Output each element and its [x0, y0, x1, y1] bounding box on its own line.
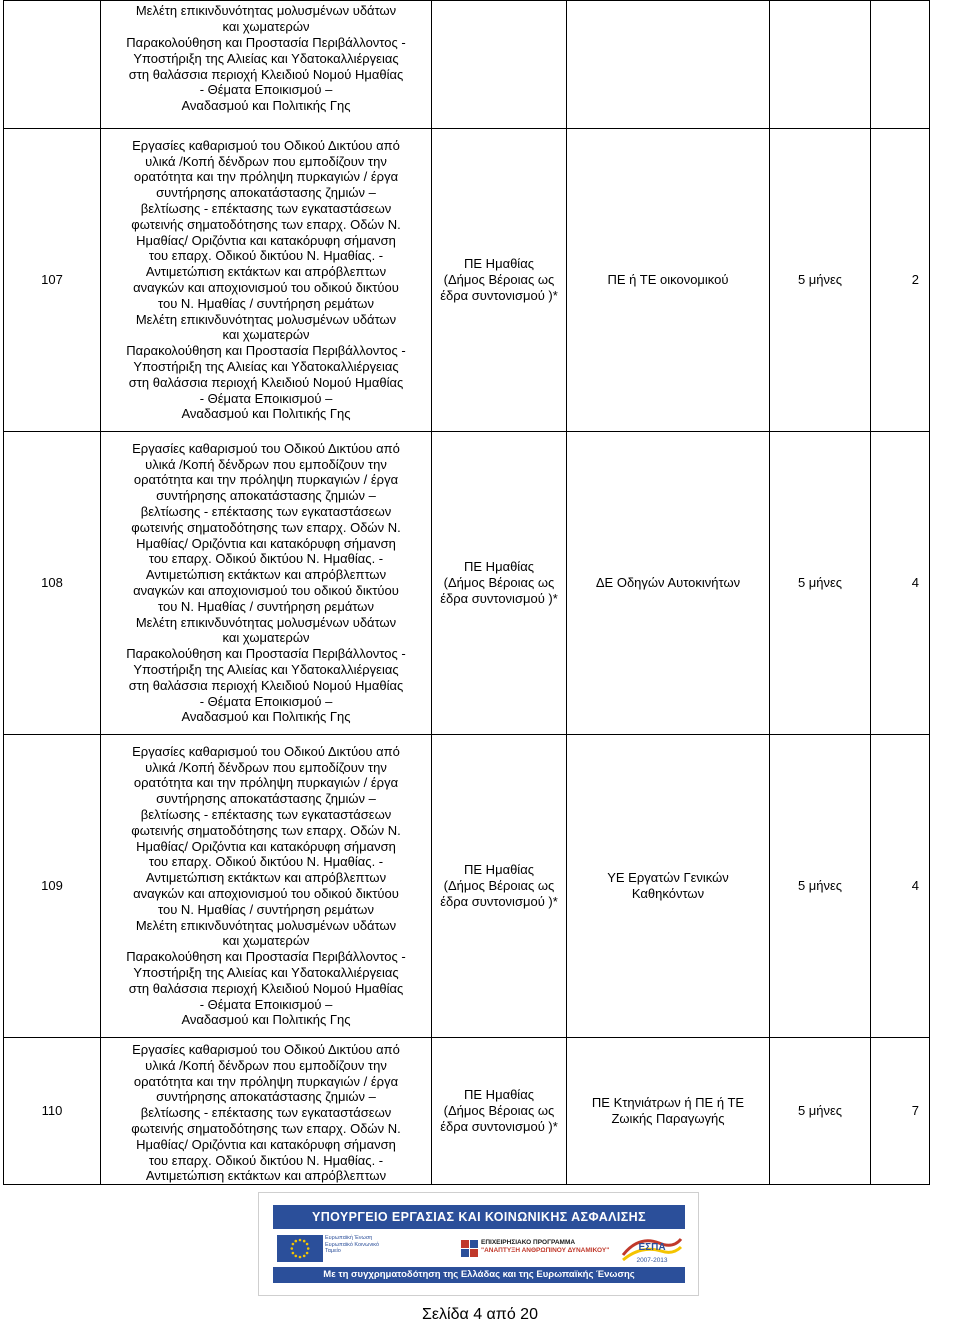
table-row [4, 1, 930, 129]
cell-line: (Δήμος Βέροιας ως [443, 575, 555, 591]
cell-line: του επαρχ. Οδικού δικτύου Ν. Ημαθίας. - [148, 551, 384, 567]
cell-line: βελτίωσης - επέκτασης των εγκαταστάσεων [140, 807, 392, 823]
cell-line: στη θαλάσσια περιοχή Κλειδιού Νομού Ημαθίας [128, 677, 404, 693]
organization-cell [432, 432, 567, 735]
cell-line: φωτεινής σηματοδότησης των επαρχ. Οδών Ν. [131, 1120, 401, 1136]
cell-line: φωτεινής σηματοδότησης των επαρχ. Οδών Ν. [131, 519, 401, 535]
cell-line: βελτίωσης - επέκτασης των εγκαταστάσεων [140, 201, 392, 217]
project-description-cell [101, 129, 432, 432]
cell-line: φωτεινής σηματοδότησης των επαρχ. Οδών Ν. [131, 216, 401, 232]
cell-line: Αντιμετώπιση εκτάκτων και απρόβλεπτων [145, 567, 387, 583]
row-number-cell: 109 [4, 735, 101, 1038]
row-number-cell: 108 [4, 432, 101, 735]
cofinancing-line: Με τη συγχρηματοδότηση της Ελλάδας και της Ευρωπαϊκής Ένωσης [273, 1267, 685, 1283]
positions-count-cell: 4 [871, 735, 930, 1038]
organization-cell [432, 129, 567, 432]
duration-cell: 5 μήνες [770, 1038, 871, 1185]
cell-line: Παρακολούθηση και Προστασία Περιβάλλοντος - [126, 646, 406, 662]
cell-line: συντήρησης αποκατάστασης ζημιών – [156, 791, 376, 807]
duration-cell [770, 1, 871, 129]
cell-line: υλικά /Κοπή δένδρων που εμποδίζουν την [145, 1057, 387, 1073]
cell-line: και χωματερών [222, 327, 310, 343]
project-description-cell [101, 1, 432, 129]
cell-line: του Ν. Ημαθίας / συντήρηση ρεμάτων [158, 295, 374, 311]
cell-line: βελτίωσης - επέκτασης των εγκαταστάσεων [140, 1105, 392, 1121]
row-number-cell: 107 [4, 129, 101, 432]
cell-line: Μελέτη επικινδυνότητας μολυσμένων υδάτων [135, 3, 397, 19]
cell-line: ΔΕ Οδηγών Αυτοκινήτων [595, 575, 741, 591]
table-row [4, 1038, 930, 1185]
organization-cell [432, 1038, 567, 1185]
cell-line: Υποστήριξη της Αλιείας και Υδατοκαλλιέργειας [133, 661, 399, 677]
cell-line: αναγκών και αποχιονισμού του οδικού δικτύου [133, 886, 399, 901]
cell-line: Καθηκόντων [631, 886, 705, 901]
cell-line: αναγκών και αποχιονισμού του οδικού δικτύου [133, 583, 399, 598]
espa-years: 2007-2013 [636, 1257, 668, 1264]
cell-line: Υποστήριξη της Αλιείας και Υδατοκαλλιέργειας [133, 964, 399, 980]
cell-line: έδρα συντονισμού )* [440, 590, 558, 606]
positions-count-cell: 4 [871, 432, 930, 735]
table-row [4, 129, 930, 432]
table-row [4, 432, 930, 735]
cell-line: του επαρχ. Οδικού δικτύου Ν. Ημαθίας. - [148, 248, 384, 264]
cell-line: του Ν. Ημαθίας / συντήρηση ρεμάτων [158, 598, 374, 614]
cell-line: Παρακολούθηση και Προστασία Περιβάλλοντος - [126, 35, 406, 51]
cell-line: ΠΕ Κτηνιάτρων ή ΠΕ ή ΤΕ [591, 1095, 745, 1111]
cell-line: Αντιμετώπιση εκτάκτων και απρόβλεπτων [145, 264, 387, 280]
cell-line: Εργασίες καθαρισμού του Οδικού Δικτύου από [132, 743, 400, 759]
eu-caption: Ευρωπαϊκή Ένωση Ευρωπαϊκό Κοινωνικό Ταμείο [325, 1235, 380, 1254]
cell-line: ΠΕ Ημαθίας [464, 256, 534, 272]
cell-line: του Ν. Ημαθίας / συντήρηση ρεμάτων [158, 901, 374, 917]
cell-line: έδρα συντονισμού )* [440, 893, 558, 909]
cell-line: φωτεινής σηματοδότησης των επαρχ. Οδών Ν. [131, 822, 401, 838]
project-description-cell [101, 735, 432, 1038]
cell-line: Παρακολούθηση και Προστασία Περιβάλλοντος - [126, 343, 406, 359]
cell-line: συντήρησης αποκατάστασης ζημιών – [156, 488, 376, 504]
organization-cell [432, 735, 567, 1038]
cell-line: Αναδασμού και Πολιτικής Γης [181, 709, 351, 725]
cell-line: Αντιμετώπιση εκτάκτων και απρόβλεπτων [145, 1168, 387, 1184]
cell-line: ορατότητα και την πρόληψη πυρκαγιών / έργα [133, 472, 399, 488]
cell-line: Αντιμετώπιση εκτάκτων και απρόβλεπτων [145, 870, 387, 886]
cell-line: Αναδασμού και Πολιτικής Γης [181, 1012, 351, 1028]
cell-line: υλικά /Κοπή δένδρων που εμποδίζουν την [145, 759, 387, 775]
cell-line: Ημαθίας/ Οριζόντια και κατακόρυφη σήμανση [136, 1136, 396, 1152]
project-description-cell [101, 1038, 432, 1185]
cell-line: στη θαλάσσια περιοχή Κλειδιού Νομού Ημαθίας [128, 374, 404, 390]
cell-line: ΠΕ Ημαθίας [464, 559, 534, 575]
cell-line: Ζωικής Παραγωγής [611, 1111, 725, 1127]
cell-line: του επαρχ. Οδικού δικτύου Ν. Ημαθίας. - [148, 1152, 384, 1168]
cell-line: ΠΕ Ημαθίας [464, 862, 534, 878]
cell-line: ορατότητα και την πρόληψη πυρκαγιών / έργα [133, 1073, 399, 1089]
cell-line: και χωματερών [222, 933, 310, 949]
eu-flag-icon [277, 1235, 323, 1262]
cell-line: Ημαθίας/ Οριζόντια και κατακόρυφη σήμανση [136, 232, 396, 248]
positions-count-cell: 7 [871, 1038, 930, 1185]
cell-line: ΠΕ ή ΤΕ οικονομικού [607, 272, 729, 288]
cell-line: ΥΕ Εργατών Γενικών [607, 870, 729, 886]
cell-line: Μελέτη επικινδυνότητας μολυσμένων υδάτων [135, 311, 397, 327]
row-number-cell [4, 1, 101, 129]
cell-line: Εργασίες καθαρισμού του Οδικού Δικτύου από [132, 440, 400, 456]
cell-line: και χωματερών [222, 630, 310, 646]
specialty-cell [567, 735, 770, 1038]
cell-line: στη θαλάσσια περιοχή Κλειδιού Νομού Ημαθίας [128, 980, 404, 996]
cell-line: έδρα συντονισμού )* [440, 287, 558, 303]
specialty-cell [567, 432, 770, 735]
espa-logo-icon [619, 1233, 685, 1265]
row-number-cell: 110 [4, 1038, 101, 1185]
project-description-cell [101, 432, 432, 735]
cell-line: έδρα συντονισμού )* [440, 1118, 558, 1134]
specialty-cell [567, 1, 770, 129]
cell-line: στη θαλάσσια περιοχή Κλειδιού Νομού Ημαθίας [128, 66, 404, 82]
cell-line: Ημαθίας/ Οριζόντια και κατακόρυφη σήμανση [136, 535, 396, 551]
positions-count-cell: 2 [871, 129, 930, 432]
cell-line: Υποστήριξη της Αλιείας και Υδατοκαλλιέργειας [133, 358, 399, 374]
duration-cell: 5 μήνες [770, 432, 871, 735]
ministry-title: ΥΠΟΥΡΓΕΙΟ ΕΡΓΑΣΙΑΣ ΚΑΙ ΚΟΙΝΩΝΙΚΗΣ ΑΣΦΑΛΙΣΗΣ [273, 1205, 685, 1229]
cell-line: του επαρχ. Οδικού δικτύου Ν. Ημαθίας. - [148, 854, 384, 870]
cell-line: Παρακολούθηση και Προστασία Περιβάλλοντος - [126, 949, 406, 965]
cell-line: Υποστήριξη της Αλιείας και Υδατοκαλλιέργειας [133, 50, 399, 66]
cell-line: υλικά /Κοπή δένδρων που εμποδίζουν την [145, 456, 387, 472]
op-title [481, 1239, 609, 1254]
cell-line: ορατότητα και την πρόληψη πυρκαγιών / έργα [133, 775, 399, 791]
cell-line: (Δήμος Βέροιας ως [443, 878, 555, 894]
cell-line: Εργασίες καθαρισμού του Οδικού Δικτύου από [132, 1042, 400, 1057]
positions-table [3, 0, 930, 1185]
cofinancing-banner [258, 1192, 699, 1296]
cell-line: (Δήμος Βέροιας ως [443, 272, 555, 288]
cell-line: ορατότητα και την πρόληψη πυρκαγιών / έργα [133, 169, 399, 185]
cell-line: υλικά /Κοπή δένδρων που εμποδίζουν την [145, 153, 387, 169]
cell-line: (Δήμος Βέροιας ως [443, 1103, 555, 1119]
cell-line: Ημαθίας/ Οριζόντια και κατακόρυφη σήμανση [136, 838, 396, 854]
cell-line: Αναδασμού και Πολιτικής Γης [181, 406, 351, 422]
cell-line: και χωματερών [222, 19, 310, 35]
cell-line: συντήρησης αποκατάστασης ζημιών – [156, 1089, 376, 1105]
cell-line: αναγκών και αποχιονισμού του οδικού δικτύου [133, 280, 399, 295]
op-line-2: "ΑΝΑΠΤΥΞΗ ΑΝΘΡΩΠΙΝΟΥ ΔΥΝΑΜΙΚΟΥ" [481, 1246, 610, 1254]
page-number: Σελίδα 4 από 20 [422, 1306, 538, 1323]
duration-cell: 5 μήνες [770, 129, 871, 432]
espa-word: ΕΣΠΑ [638, 1242, 666, 1253]
cell-line: Αναδασμού και Πολιτικής Γης [181, 98, 351, 114]
cell-line: συντήρησης αποκατάστασης ζημιών – [156, 185, 376, 201]
op-line-1: ΕΠΙΧΕΙΡΗΣΙΑΚΟ ΠΡΟΓΡΑΜΜΑ [481, 1239, 576, 1246]
cell-line: Εργασίες καθαρισμού του Οδικού Δικτύου από [132, 137, 400, 153]
cell-line: - Θέματα Εποικισμού – [199, 82, 333, 98]
organization-cell [432, 1, 567, 129]
specialty-cell [567, 129, 770, 432]
table-row [4, 735, 930, 1038]
positions-count-cell [871, 1, 930, 129]
cell-line: - Θέματα Εποικισμού – [199, 996, 333, 1012]
cell-line: - Θέματα Εποικισμού – [199, 390, 333, 406]
duration-cell: 5 μήνες [770, 735, 871, 1038]
positions-table-body [4, 1, 930, 1185]
specialty-cell [567, 1038, 770, 1185]
cell-line: - Θέματα Εποικισμού – [199, 693, 333, 709]
cell-line: βελτίωσης - επέκτασης των εγκαταστάσεων [140, 504, 392, 520]
cell-line: Μελέτη επικινδυνότητας μολυσμένων υδάτων [135, 917, 397, 933]
cell-line: Μελέτη επικινδυνότητας μολυσμένων υδάτων [135, 614, 397, 630]
cell-line: ΠΕ Ημαθίας [464, 1087, 534, 1103]
